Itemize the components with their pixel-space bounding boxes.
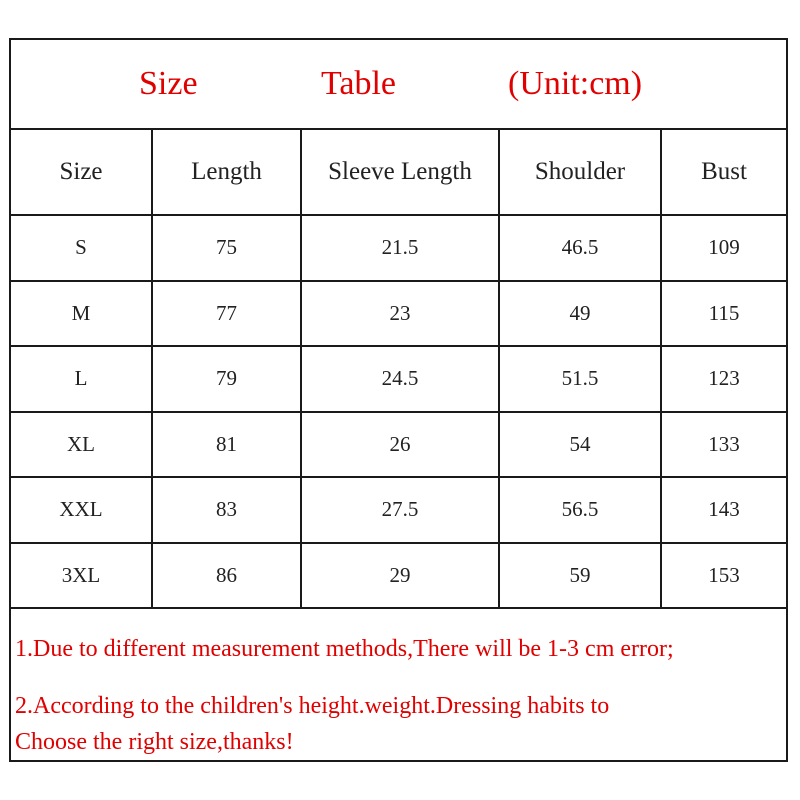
title-size: Size [139, 65, 198, 102]
header-length: Length [152, 130, 301, 215]
cell-bust: 153 [661, 543, 786, 609]
cell-length: 75 [152, 215, 301, 281]
cell-shoulder: 54 [499, 412, 661, 478]
table-row [11, 215, 786, 281]
table-row [11, 543, 786, 609]
table-row [11, 346, 786, 412]
table-row [11, 412, 786, 478]
cell-bust: 115 [661, 281, 786, 347]
cell-size: 3XL [11, 543, 152, 609]
note-line-2: 2.According to the children's height.weight.Dressing habits to [15, 693, 610, 719]
table-header-row [11, 130, 786, 215]
cell-shoulder: 56.5 [499, 477, 661, 543]
cell-length: 81 [152, 412, 301, 478]
cell-size: L [11, 346, 152, 412]
cell-bust: 123 [661, 346, 786, 412]
note-line-1: 1.Due to different measurement methods,There will be 1-3 cm error; [15, 636, 674, 662]
header-size: Size [11, 130, 152, 215]
table-row [11, 477, 786, 543]
header-bust: Bust [661, 130, 786, 215]
title-table: Table [321, 65, 397, 102]
cell-sleeve-length: 23 [301, 281, 499, 347]
cell-shoulder: 51.5 [499, 346, 661, 412]
table-row [11, 281, 786, 347]
cell-sleeve-length: 27.5 [301, 477, 499, 543]
cell-length: 79 [152, 346, 301, 412]
cell-length: 77 [152, 281, 301, 347]
cell-shoulder: 59 [499, 543, 661, 609]
cell-bust: 109 [661, 215, 786, 281]
cell-bust: 143 [661, 477, 786, 543]
cell-sleeve-length: 26 [301, 412, 499, 478]
cell-shoulder: 46.5 [499, 215, 661, 281]
cell-size: S [11, 215, 152, 281]
header-shoulder: Shoulder [499, 130, 661, 215]
note-line-3: Choose the right size,thanks! [15, 729, 294, 755]
title-row [11, 40, 786, 130]
cell-size: XXL [11, 477, 152, 543]
cell-length: 86 [152, 543, 301, 609]
cell-sleeve-length: 24.5 [301, 346, 499, 412]
cell-shoulder: 49 [499, 281, 661, 347]
size-table [11, 130, 786, 609]
cell-length: 83 [152, 477, 301, 543]
cell-bust: 133 [661, 412, 786, 478]
notes-section [11, 611, 786, 760]
cell-sleeve-length: 21.5 [301, 215, 499, 281]
cell-size: M [11, 281, 152, 347]
title-unit: (Unit:cm) [508, 65, 643, 102]
cell-sleeve-length: 29 [301, 543, 499, 609]
cell-size: XL [11, 412, 152, 478]
size-chart-frame [9, 38, 788, 762]
header-sleeve-length: Sleeve Length [301, 130, 499, 215]
